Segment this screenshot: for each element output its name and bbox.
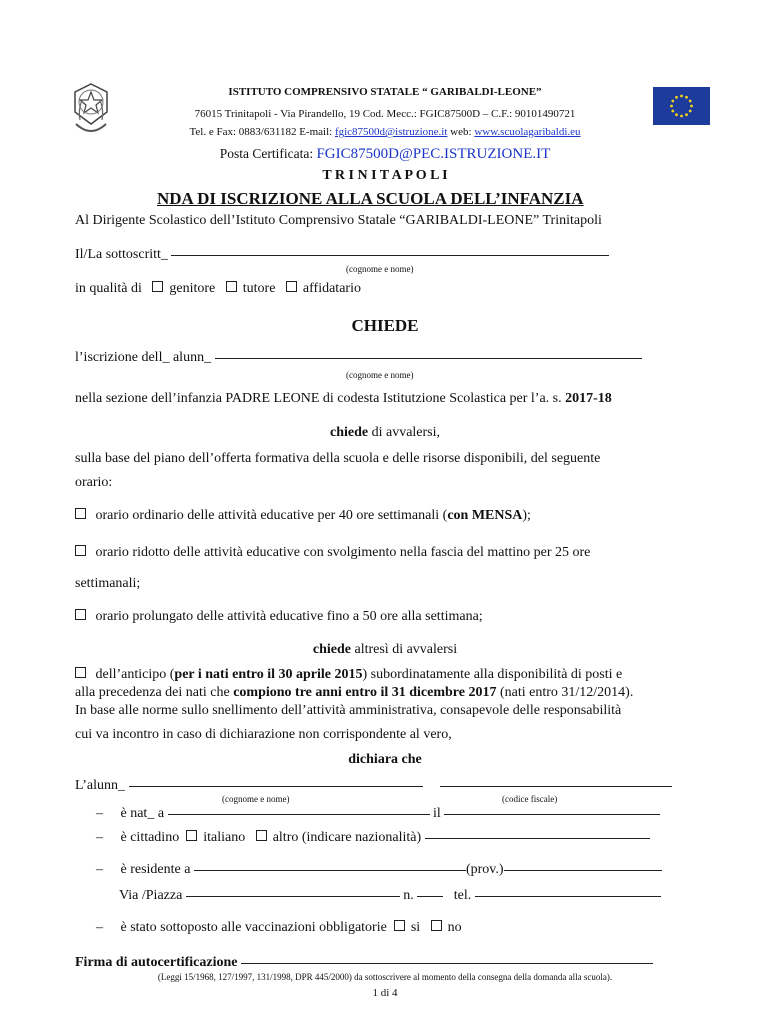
anticipo-bold-1: per i nati entro il 30 aprile 2015 — [174, 667, 363, 682]
student-name-caption: (cognome e nome) — [222, 794, 290, 804]
website-link[interactable]: www.scuolagaribaldi.eu — [474, 126, 581, 138]
house-number-field[interactable] — [417, 895, 443, 897]
other-nationality-label: altro (indicare nazionalità) — [272, 830, 422, 845]
schedule-option-1 — [75, 508, 531, 524]
tutore-label: tutore — [242, 281, 276, 296]
also-rest: altresì di avvalersi — [354, 642, 458, 657]
signature-row — [75, 955, 653, 971]
street-row — [119, 888, 661, 904]
student-fullname-field[interactable] — [129, 785, 423, 787]
chiede-heading: CHIEDE — [351, 316, 419, 335]
residence-label: è residente a — [120, 862, 191, 877]
page-title: NDA DI ISCRIZIONE ALLA SCUOLA DELL’INFANZIA — [157, 189, 584, 208]
student-label: L’alunn_ — [75, 778, 126, 793]
house-number-label: n. — [403, 888, 414, 903]
anticipo-pre: dell’anticipo ( — [95, 667, 175, 682]
schedule-ordinary-checkbox[interactable] — [75, 508, 86, 519]
italian-checkbox[interactable] — [186, 830, 197, 841]
tutore-checkbox[interactable] — [226, 281, 237, 292]
intro-line-1: sulla base del piano dell’offerta formativa della scuola e delle risorse disponibili, del seguente — [75, 451, 601, 466]
pec-line — [0, 146, 770, 163]
mensa-label: con MENSA — [447, 508, 523, 523]
schedule-option-2 — [75, 545, 590, 561]
also-bold: chiede — [312, 642, 351, 657]
school-address: 76015 Trinitapoli - Via Pirandello, 19 Cod. Mecc.: FGIC87500D – C.F.: 90101490721 — [194, 108, 576, 120]
quality-row — [75, 281, 361, 297]
dash: – — [96, 862, 103, 877]
anticipo-bold-2: compiono tre anni entro il 31 dicembre 2017 — [233, 685, 497, 700]
other-nationality-checkbox[interactable] — [256, 830, 267, 841]
signature-label: Firma di autocertificazione — [75, 955, 238, 970]
province-field[interactable] — [504, 869, 662, 871]
anticipo-line-3: In base alle norme sullo snellimento dell’attività amministrativa, consapevole delle responsabilità — [75, 703, 622, 718]
vaccines-no-checkbox[interactable] — [431, 920, 442, 931]
schedule-reduced-checkbox[interactable] — [75, 545, 86, 556]
province-label: (prov.) — [465, 862, 504, 877]
undersigned-caption: (cognome e nome) — [346, 264, 414, 274]
vaccines-no-label: no — [447, 920, 462, 935]
genitore-label: genitore — [169, 281, 216, 296]
intro-line-2: orario: — [75, 475, 113, 490]
schedule-extended-checkbox[interactable] — [75, 609, 86, 620]
undersigned-label: Il/La sottoscritt_ — [75, 247, 168, 262]
enrolment-label: l’iscrizione dell_ alunn_ — [75, 350, 212, 365]
addressee: Al Dirigente Scolastico dell’Istituto Comprensivo Statale “GARIBALDI-LEONE” Trinitapoli — [75, 213, 602, 228]
anticipo-line-2 — [75, 685, 633, 701]
dash: – — [96, 806, 103, 821]
student-name-field[interactable] — [215, 357, 642, 359]
schedule-ordinary-text: orario ordinario delle attività educative per 40 ore settimanali ( — [95, 508, 448, 523]
nationality-field[interactable] — [425, 837, 650, 839]
street-label: Via /Piazza — [119, 888, 183, 903]
vaccines-row — [96, 920, 462, 936]
quality-label: in qualità di — [75, 281, 142, 296]
anticipo-line-1 — [75, 667, 622, 683]
dash: – — [96, 920, 103, 935]
anticipo-mid: ) subordinatamente alla disponibilità di posti e — [362, 667, 623, 682]
avvalersi-line — [0, 425, 770, 441]
birth-place-label: è nat_ a — [120, 806, 165, 821]
citizenship-row — [96, 830, 650, 846]
citizenship-label: è cittadino — [120, 830, 180, 845]
enrolment-row — [75, 350, 642, 366]
section-line — [75, 391, 612, 407]
also-line — [0, 642, 770, 658]
avvalersi-rest: di avvalersi, — [371, 425, 441, 440]
anticipo-line-4: cui va incontro in caso di dichiarazione non corrispondente al vero, — [75, 727, 452, 742]
school-year: 2017-18 — [565, 391, 612, 406]
schedule-option-3 — [75, 609, 483, 625]
dichiara-heading: dichiara che — [348, 752, 422, 767]
anticipo-line-2-pre: alla precedenza dei nati che — [75, 685, 230, 700]
undersigned-row — [75, 247, 609, 263]
birth-place-field[interactable] — [168, 813, 430, 815]
pec-address[interactable]: FGIC87500D@PEC.ISTRUZIONE.IT — [316, 146, 551, 162]
pec-label: Posta Certificata: — [219, 146, 314, 161]
residence-row — [96, 862, 662, 878]
signature-field[interactable] — [241, 962, 653, 964]
dash: – — [96, 830, 103, 845]
enrolment-caption: (cognome e nome) — [346, 370, 414, 380]
city-heading: T R I N I T A P O L I — [322, 168, 448, 183]
tel-fax-label: Tel. e Fax: 0883/631182 E-mail: — [189, 126, 333, 138]
affidatario-label: affidatario — [302, 281, 361, 296]
schedule-reduced-continuation: settimanali; — [75, 576, 141, 591]
birth-row — [96, 806, 660, 822]
schedule-ordinary-end: ); — [522, 508, 531, 523]
residence-city-field[interactable] — [194, 869, 466, 871]
anticipo-checkbox[interactable] — [75, 667, 86, 678]
undersigned-name-field[interactable] — [171, 254, 609, 256]
page-number: 1 di 4 — [372, 987, 398, 999]
phone-field[interactable] — [475, 895, 661, 897]
phone-label: tel. — [453, 888, 472, 903]
italian-label: italiano — [203, 830, 246, 845]
tax-code-field[interactable] — [440, 785, 672, 787]
vaccines-label: è stato sottoposto alle vaccinazioni obbligatorie — [120, 920, 387, 935]
schedule-extended-text: orario prolungato delle attività educative fino a 50 ore alla settimana; — [95, 609, 483, 624]
schedule-reduced-text: orario ridotto delle attività educative con svolgimento nella fascia del mattino per 25 ore — [95, 545, 591, 560]
web-label: web: — [450, 126, 472, 138]
birth-date-field[interactable] — [444, 813, 660, 815]
avvalersi-bold: chiede — [329, 425, 369, 440]
student-row — [75, 778, 672, 794]
contact-line — [0, 126, 770, 138]
vaccines-yes-label: si — [410, 920, 421, 935]
affidatario-checkbox[interactable] — [286, 281, 297, 292]
anticipo-line-2-post: (nati entro 31/12/2014). — [499, 685, 634, 700]
genitore-checkbox[interactable] — [152, 281, 163, 292]
school-name: ISTITUTO COMPRENSIVO STATALE “ GARIBALDI-LEONE” — [228, 86, 542, 98]
birth-date-label: il — [433, 806, 441, 821]
street-field[interactable] — [186, 895, 400, 897]
vaccines-yes-checkbox[interactable] — [394, 920, 405, 931]
tax-code-caption: (codice fiscale) — [502, 794, 558, 804]
signature-note: (Leggi 15/1968, 127/1997, 131/1998, DPR 445/2000) da sottoscrivere al momento della consegna della domanda alla scuola). — [157, 972, 613, 982]
section-text: nella sezione dell’infanzia PADRE LEONE di codesta Istitutzione Scolastica per l’a. s. — [75, 391, 562, 406]
email-link[interactable]: fgic87500d@istruzione.it — [334, 126, 448, 138]
